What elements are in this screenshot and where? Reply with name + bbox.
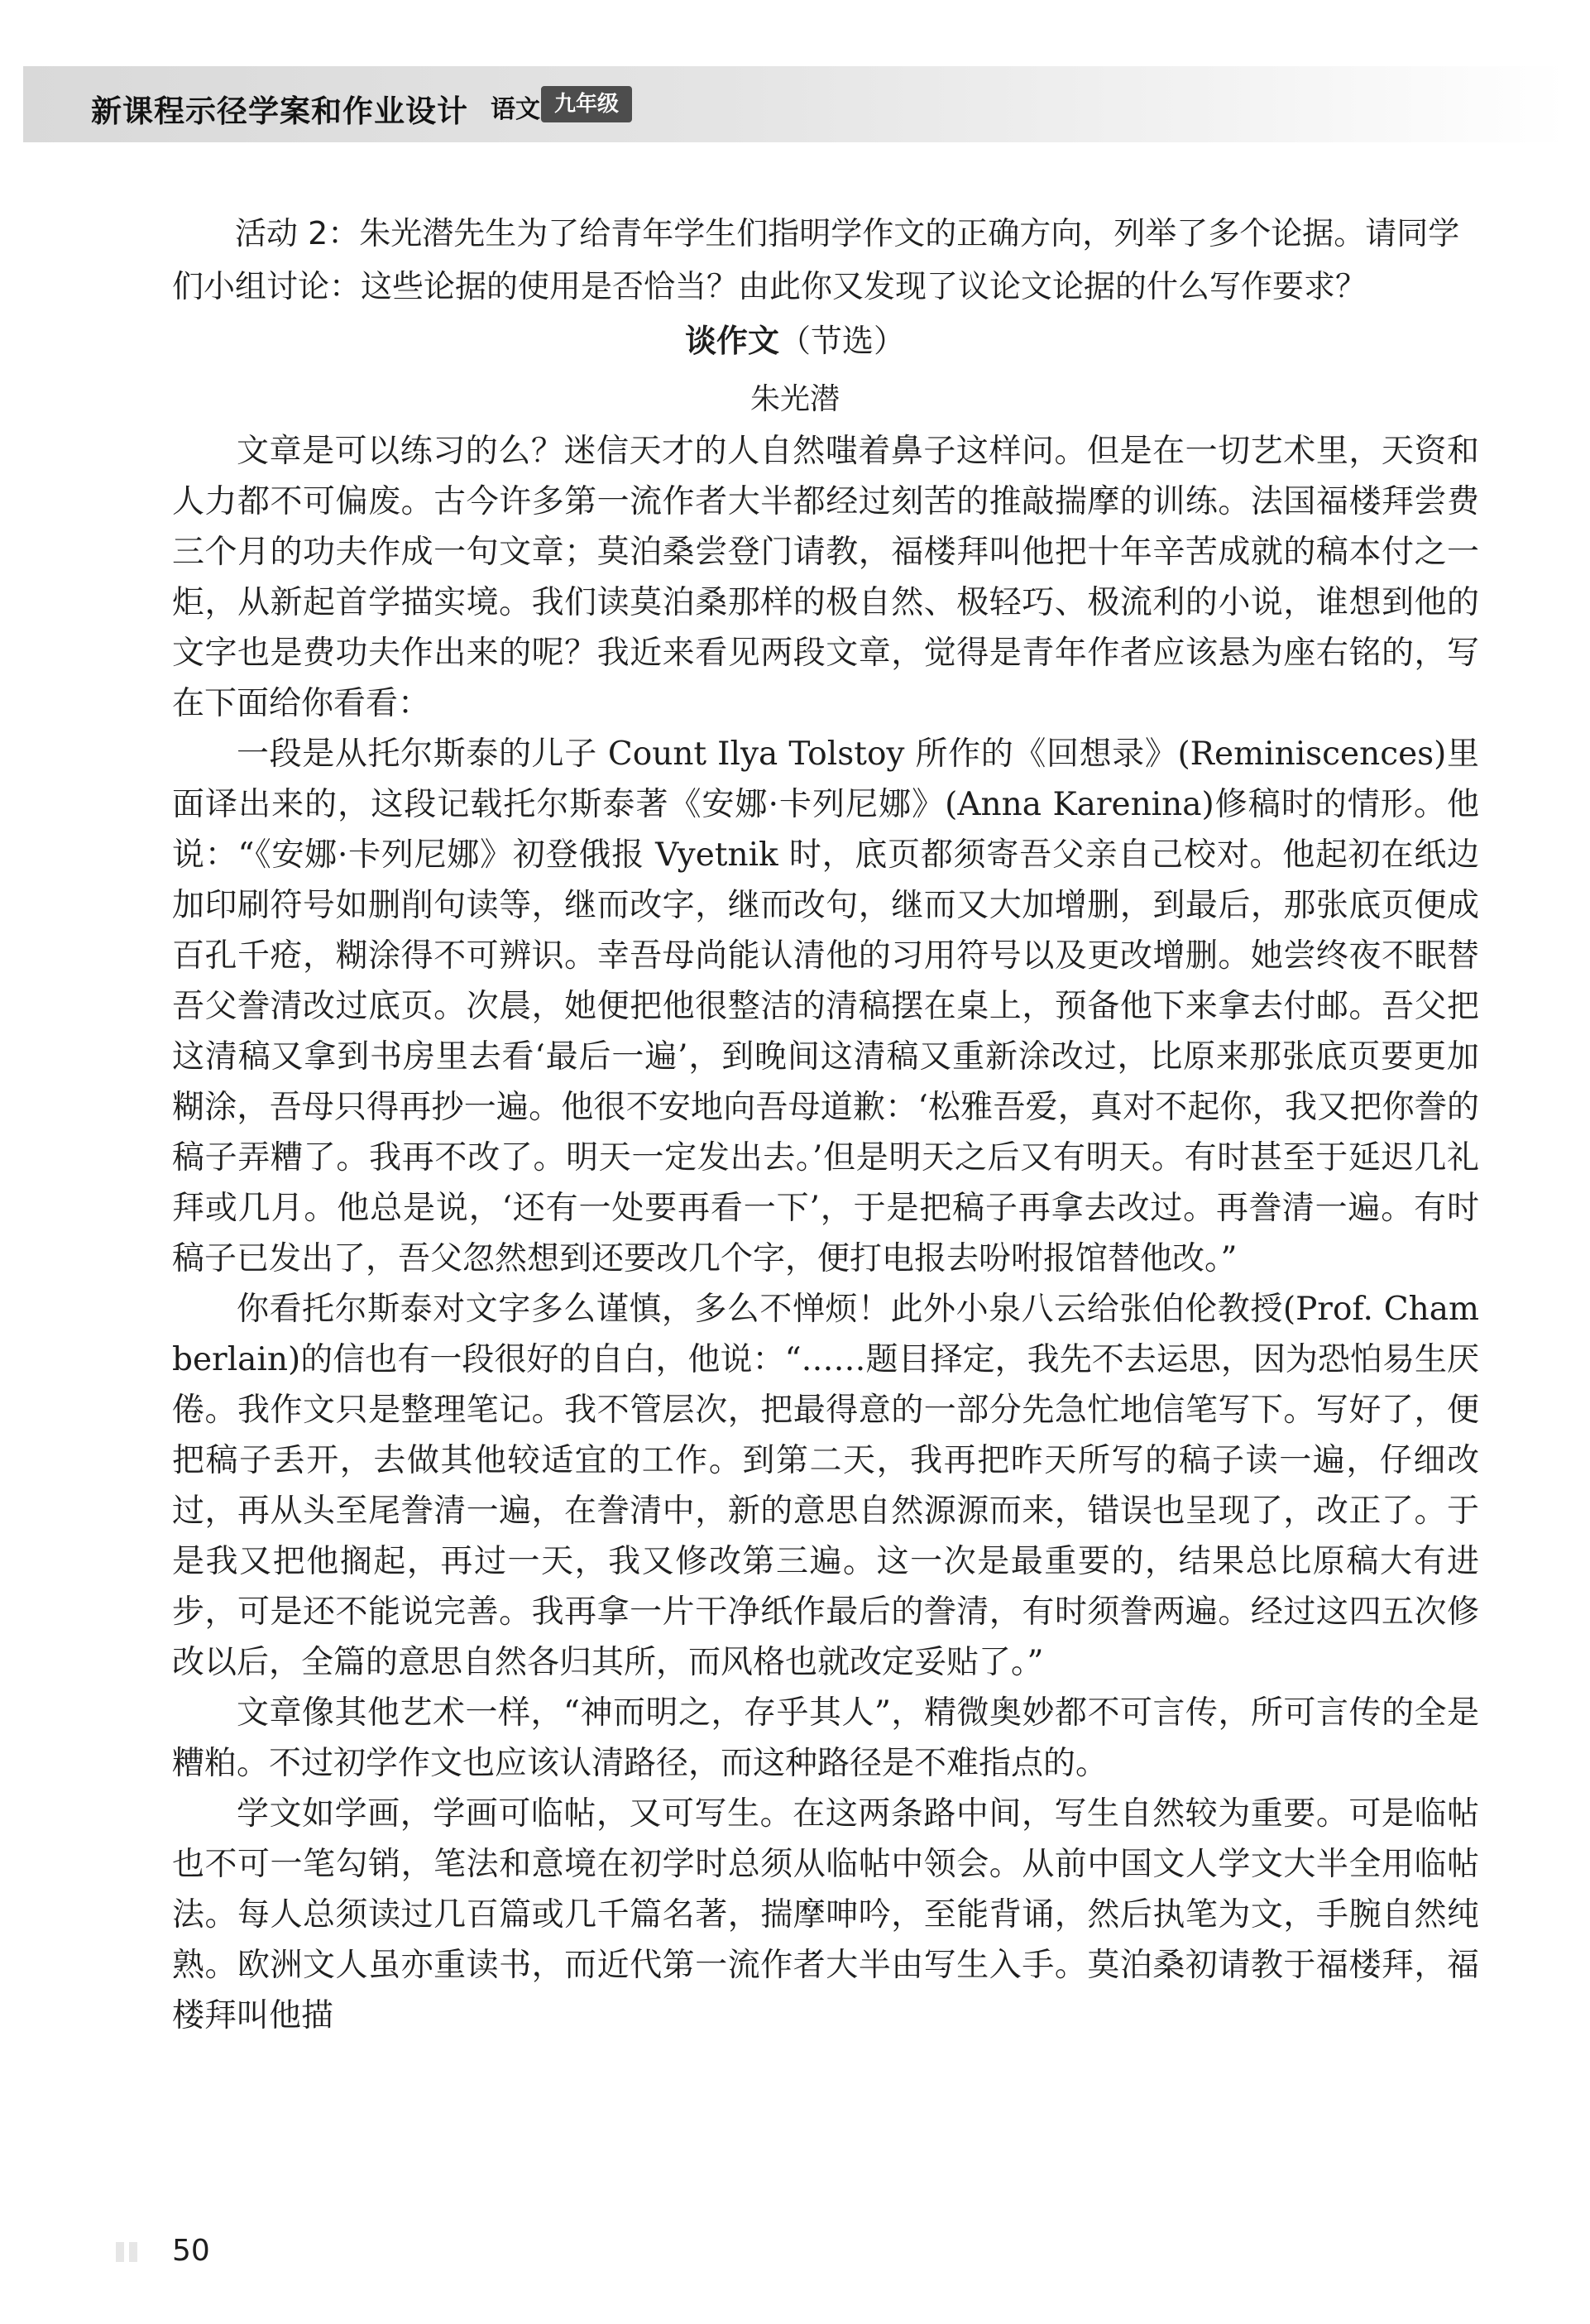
essay-title (0, 320, 1590, 362)
essay-paragraph: 学文如学画，学画可临帖，又可写生。在这两条路中间，写生自然较为重要。可是临帖也不可一笔勾销，笔法和意境在初学时总须从临帖中领会。从前中国文人学文大半全用临帖法。每人总须读过几百篇或几千篇名著，揣摩呻吟，至能背诵，然后执笔为文，手腕自然纯熟。欧洲文人虽亦重读书，而近代第一流作者大半由写生入手。莫泊桑初请教于福楼拜，福楼拜叫他描 (172, 1795, 1479, 2034)
activity-prompt: 活动 2：朱光潜先生为了给青年学生们指明学作文的正确方向，列举了多个论据。请同学们小组讨论：这些论据的使用是否恰当？由此你又发现了议论文论据的什么写作要求？ (172, 215, 1460, 304)
book-title: 新课程示径学案和作业设计 (91, 93, 468, 129)
page-number: 50 (172, 2234, 210, 2268)
essay-title-main: 谈作文 (684, 323, 779, 359)
essay-paragraph: 文章像其他艺术一样，“神而明之，存乎其人”，精微奥妙都不可言传，所可言传的全是糟粕。不过初学作文也应该认清路径，而这种路径是不难指点的。 (172, 1694, 1479, 1782)
essay-title-note: （节选） (779, 323, 906, 359)
essay-body (172, 426, 1479, 2041)
page-corner-marks (116, 2242, 160, 2267)
essay-author: 朱光潜 (750, 382, 840, 416)
grade-badge: 九年级 (541, 86, 632, 122)
subject-label: 语文 (491, 95, 540, 124)
essay-paragraph: 你看托尔斯泰对文字多么谨慎，多么不惮烦！此外小泉八云给张伯伦教授(Prof. Chamberlain)的信也有一段很好的自白，他说：“……题目择定，我先不去运思，因为恐怕易生厌倦。我作文只是整理笔记。我不管层次，把最得意的一部分先急忙地信笔写下。写好了，便把稿子丢开，去做其他较适宜的工作。到第二天，我再把昨天所写的稿子读一遍，仔细改过，再从头至尾誊清一遍，在誊清中，新的意思自然源源而来，错误也呈现了，改正了。于是我又把他搁起，再过一天，我又修改第三遍。这一次是最重要的，结果总比原稿大有进步，可是还不能说完善。我再拿一片干净纸作最后的誊清，有时须誊两遍。经过这四五次修改以后，全篇的意思自然各归其所，而风格也就改定妥贴了。” (172, 1291, 1479, 1681)
essay-paragraph: 文章是可以练习的么？迷信天才的人自然嗤着鼻子这样问。但是在一切艺术里，天资和人力都不可偏废。古今许多第一流作者大半都经过刻苦的推敲揣摩的训练。法国福楼拜尝费三个月的功夫作成一句文章；莫泊桑尝登门请教，福楼拜叫他把十年辛苦成就的稿本付之一炬，从新起首学描实境。我们读莫泊桑那样的极自然、极轻巧、极流利的小说，谁想到他的文字也是费功夫作出来的呢？我近来看见两段文章，觉得是青年作者应该悬为座右铭的，写在下面给你看看： (172, 433, 1479, 722)
essay-paragraph: 一段是从托尔斯泰的儿子 Count Ilya Tolstoy 所作的《回想录》(Reminiscences)里面译出来的，这段记载托尔斯泰著《安娜·卡列尼娜》(Anna Karenina)修稿时的情形。他说：“《安娜·卡列尼娜》初登俄报 Vyetnik 时，底页都须寄吾父亲自己校对。他起初在纸边加印刷符号如删削句读等，继而改字，继而改句，继而又大加增删，到最后，那张底页便成百孔千疮，糊涂得不可辨识。幸吾母尚能认清他的习用符号以及更改增删。她尝终夜不眠替吾父誊清改过底页。次晨，她便把他很整洁的清稿摆在桌上，预备他下来拿去付邮。吾父把这清稿又拿到书房里去看‘最后一遍’，到晚间这清稿又重新涂改过，比原来那张底页要更加糊涂，吾母只得再抄一遍。他很不安地向吾母道歉：‘松雅吾爱，真对不起你，我又把你誊的稿子弄糟了。我再不改了。明天一定发出去。’但是明天之后又有明天。有时甚至于延迟几礼拜或几月。他总是说，‘还有一处要再看一下’，于是把稿子再拿去改过。再誊清一遍。有时稿子已发出了，吾父忽然想到还要改几个字，便打电报去吩咐报馆替他改。” (172, 736, 1479, 1277)
